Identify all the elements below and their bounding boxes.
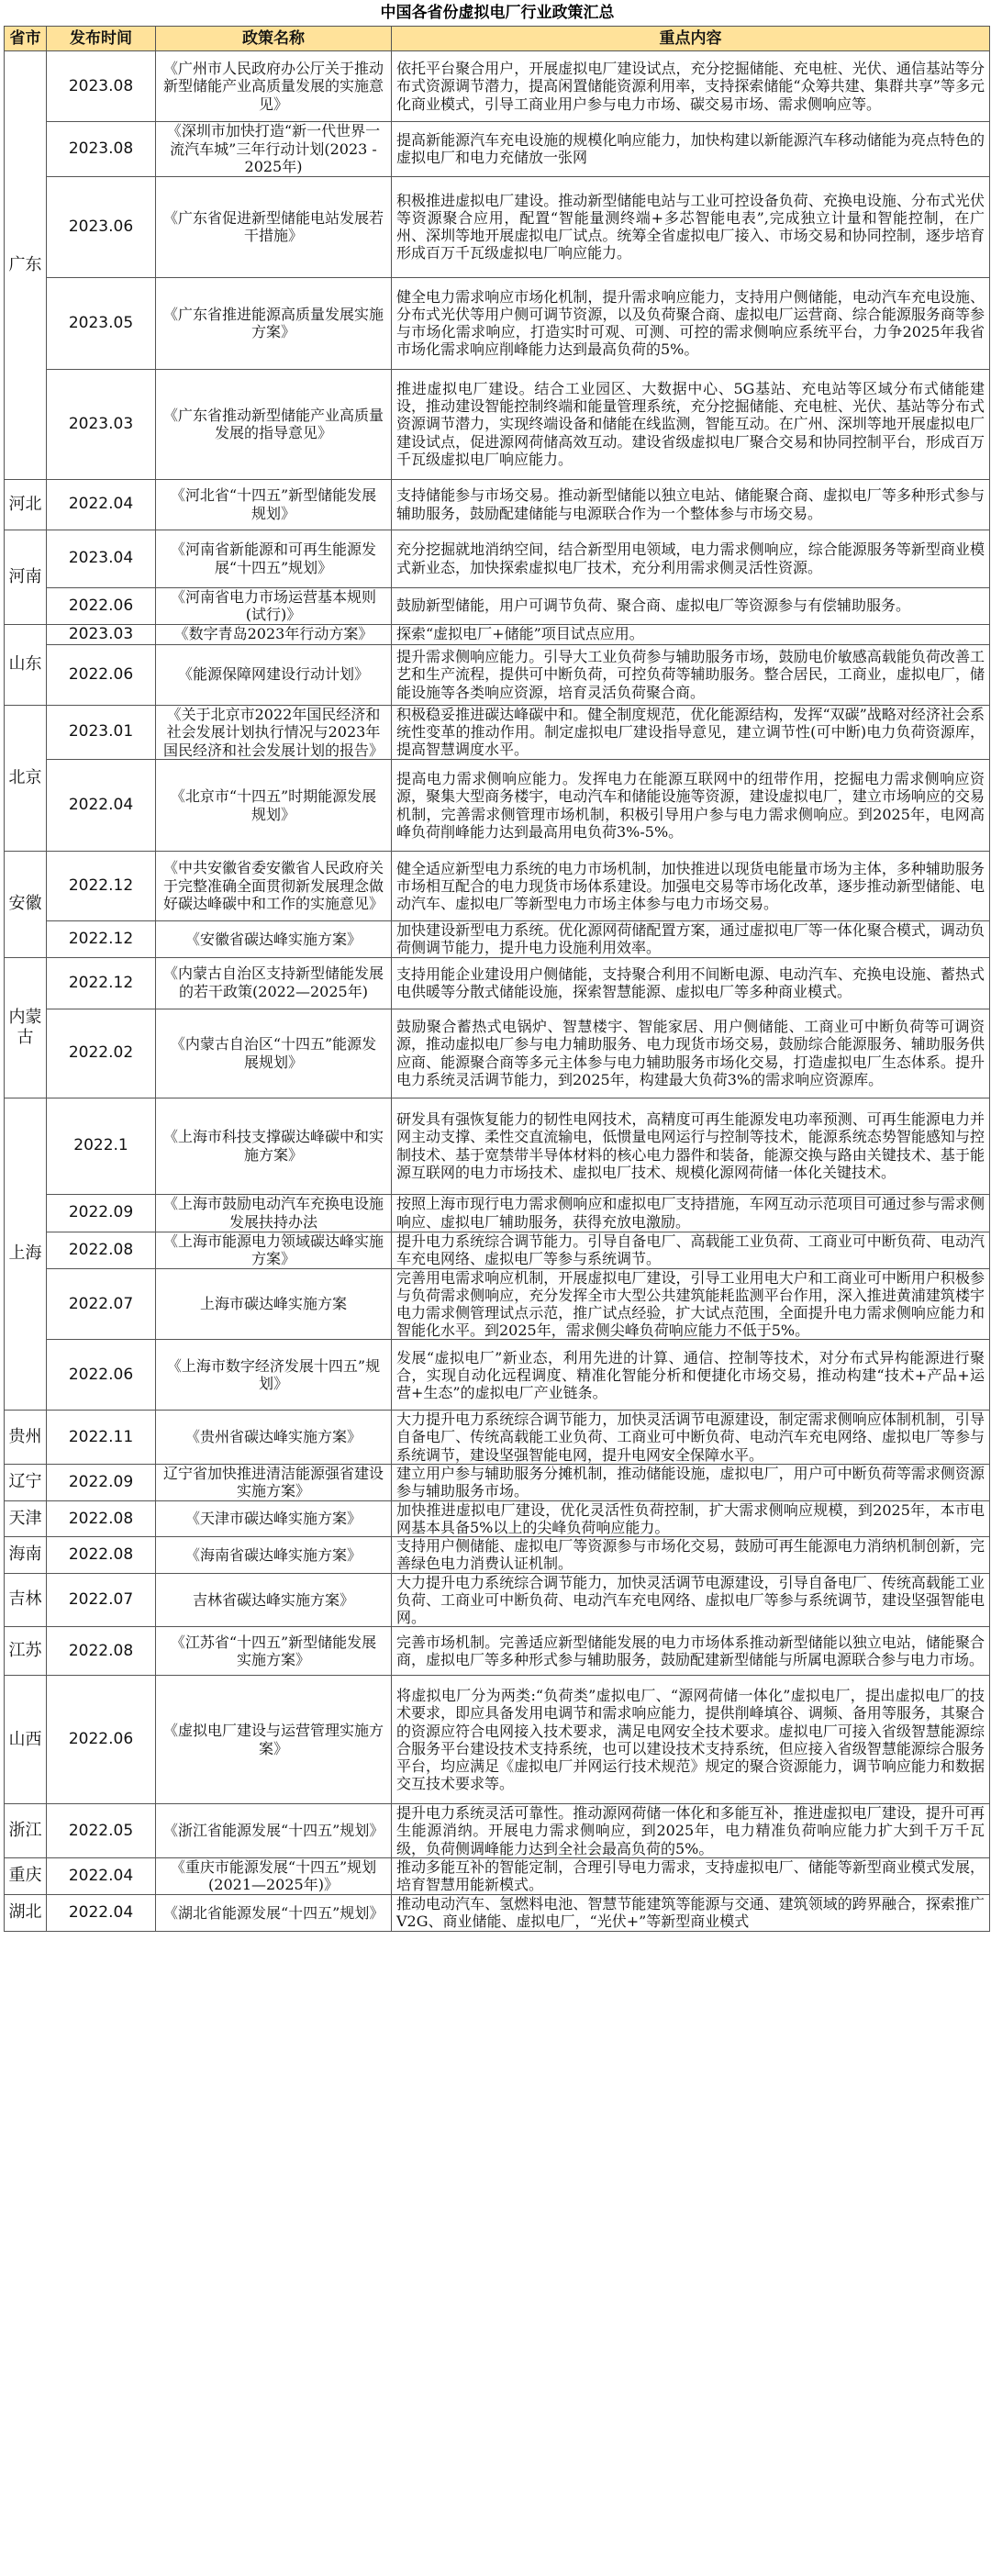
province-cell: 贵州 [5,1411,47,1465]
content-cell: 加快建设新型电力系统。优化源网荷储配置方案，通过虚拟电厂等一体化聚合模式，调动负荷侧调节能力，提升电力设施利用效率。 [392,921,990,957]
header-name: 政策名称 [156,27,392,51]
table-row [5,957,990,1009]
date-cell: 2022.04 [47,1857,156,1894]
content-cell: 完善市场机制。完善适应新型储能发展的电力市场体系推动新型储能以独立电站，储能聚合商，虚拟电厂等多种形式参与辅助服务，鼓励配建新型储能与所属电源联合参与电力市场。 [392,1627,990,1676]
province-cell: 天津 [5,1500,47,1536]
table-row [5,479,990,530]
policy-name-cell: 《河北省“十四五”新型储能发展规划》 [156,479,392,530]
content-cell: 按照上海市现行电力需求侧响应和虚拟电厂支持措施，车网互动示范项目可通过参与需求侧响应、虚拟电厂辅助服务，获得充放电激励。 [392,1194,990,1232]
table-row [5,369,990,479]
date-cell: 2022.04 [47,479,156,530]
date-cell: 2022.11 [47,1411,156,1465]
content-cell: 提高电力需求侧响应能力。发挥电力在能源互联网中的纽带作用，挖掘电力需求侧响应资源，聚集大型商务楼宇，电动汽车和储能设施等资源，建设虚拟电厂，建立市场响应的交易机制，完善需求侧管理市场机制，积极引导用户参与电力需求侧响应。到2025年，电网高峰负荷削峰能力达到最高用电负荷3%-5%。 [392,760,990,852]
table-row [5,1232,990,1268]
date-cell: 2022.12 [47,921,156,957]
province-cell: 辽宁 [5,1464,47,1500]
province-cell: 上海 [5,1098,47,1411]
date-cell: 2022.08 [47,1627,156,1676]
content-cell: 积极推进虚拟电厂建设。推动新型储能电站与工业可控设备负荷、充换电设施、分布式光伏等资源聚合应用，配置“智能量测终端+多芯智能电表”,完成独立计量和智能控制，在广州、深圳等地开展虚拟电厂试点。统筹全省虚拟电厂接入、市场交易和协同控制，逐步培育形成百万千瓦级虚拟电厂响应能力。 [392,176,990,277]
date-cell: 2023.04 [47,530,156,587]
table-row [5,1537,990,1573]
table-row [5,1194,990,1232]
content-cell: 大力提升电力系统综合调节能力，加快灵活调节电源建设，制定需求侧响应体制机制，引导自备电厂、传统高载能工业负荷、工商业可中断负荷、电动汽车充电网络、虚拟电厂等参与系统调节，建设坚强智能电网，提升电网安全保障水平。 [392,1411,990,1465]
date-cell: 2022.04 [47,1894,156,1931]
policy-name-cell: 吉林省碳达峰实施方案》 [156,1573,392,1627]
province-cell: 海南 [5,1537,47,1573]
content-cell: 推动多能互补的智能定制，合理引导电力需求，支持虚拟电厂、储能等新型商业模式发展，培育智慧用能新模式。 [392,1857,990,1894]
policy-name-cell: 《广州市人民政府办公厅关于推动新型储能产业高质量发展的实施意见》 [156,51,392,122]
content-cell: 大力提升电力系统综合调节能力，加快灵活调节电源建设，引导自备电厂、传统高载能工业负荷、工商业可中断负荷、电动汽车充电网络、虚拟电厂等参与系统调节，建设坚强智能电网。 [392,1573,990,1627]
table-row [5,624,990,644]
policy-name-cell: 《浙江省能源发展“十四五”规划》 [156,1804,392,1858]
table-row [5,1464,990,1500]
table-title: 中国各省份虚拟电厂行业政策汇总 [380,4,615,22]
policy-name-cell: 《广东省促进新型储能电站发展若干措施》 [156,176,392,277]
content-cell: 支持用能企业建设用户侧储能，支持聚合利用不间断电源、电动汽车、充换电设施、蓄热式电供暖等分散式储能设施，探索智慧能源、虚拟电厂等多种商业模式。 [392,957,990,1009]
date-cell: 2022.04 [47,760,156,852]
content-cell: 健全电力需求响应市场化机制，提升需求响应能力，支持用户侧储能，电动汽车充电设施、分布式光伏等用户侧可调节资源，以及负荷聚合商、虚拟电厂运营商、综合能源服务商等参与市场化需求响应，打造实时可观、可测、可控的需求侧响应系统平台，力争2025年我省市场化需求响应削峰能力达到最高负荷的5%。 [392,277,990,369]
table-row [5,122,990,177]
policy-name-cell: 《内蒙古自治区支持新型储能发展的若干政策(2022—2025年) [156,957,392,1009]
policy-name-cell: 《广东省推进能源高质量发展实施方案》 [156,277,392,369]
province-cell: 湖北 [5,1894,47,1931]
content-cell: 鼓励聚合蓄热式电锅炉、智慧楼宇、智能家居、用户侧储能、工商业可中断负荷等可调资源，推动虚拟电厂参与电力辅助服务、电力现货市场交易，鼓励综合能源服务、辅助服务供应商、能源聚合商等多元主体参与电力辅助服务市场化交易，打造虚拟电厂生态体系。提升电力系统灵活调节能力，到2025年，构建最大负荷3%的需求响应资源库。 [392,1009,990,1098]
province-cell: 河南 [5,530,47,624]
date-cell: 2022.07 [47,1268,156,1340]
table-body [5,51,990,1932]
content-cell: 鼓励新型储能，用户可调节负荷、聚合商、虚拟电厂等资源参与有偿辅助服务。 [392,587,990,624]
date-cell: 2022.06 [47,644,156,705]
table-row [5,1340,990,1411]
policy-name-cell: 《上海市能源电力领域碳达峰实施方案》 [156,1232,392,1268]
table-row [5,1411,990,1465]
policy-name-cell: 《中共安徽省委安徽省人民政府关于完整准确全面贯彻新发展理念做好碳达峰碳中和工作的实施意见》 [156,852,392,921]
policy-name-cell: 《上海市数字经济发展十四五”规划》 [156,1340,392,1411]
content-cell: 充分挖掘就地消纳空间，结合新型用电领域，电力需求侧响应，综合能源服务等新型商业模式新业态，加快探索虚拟电厂技术，充分利用需求侧灵活性资源。 [392,530,990,587]
table-row [5,1676,990,1804]
table-row [5,277,990,369]
content-cell: 研发具有强恢复能力的韧性电网技术，高精度可再生能源发电功率预测、可再生能源电力并网主动支撑、柔性交直流输电，低惯量电网运行与控制等技术，能源系统态势智能感知与控制技术、基于宽禁带半导体材料的核心电力器件和装备，能源交换与路由关键技术、基于能源互联网的电力市场技术、虚拟电厂技术、规模化源网荷储一体化关键技术。 [392,1098,990,1194]
date-cell: 2023.08 [47,122,156,177]
content-cell: 健全适应新型电力系统的电力市场机制，加快推进以现货电能量市场为主体，多种辅助服务市场相互配合的电力现货市场体系建设。加强电交易等市场化改革，逐步推动新型储能、电动汽车、虚拟电厂等新型电力市场主体参与电力市场交易。 [392,852,990,921]
header-province: 省市 [5,27,47,51]
table-row [5,1500,990,1536]
table-row [5,921,990,957]
date-cell: 2022.09 [47,1194,156,1232]
province-cell: 江苏 [5,1627,47,1676]
table-row [5,530,990,587]
content-cell: 提升需求侧响应能力。引导大工业负荷参与辅助服务市场，鼓励电价敏感高载能负荷改善工艺和生产流程，提供可中断负荷，可控负荷等辅助服务。整合居民，工商业，虚拟电厂，储能设施等各类响应资源，培育灵活负荷聚合商。 [392,644,990,705]
content-cell: 完善用电需求响应机制，开展虚拟电厂建设，引导工业用电大户和工商业可中断用户积极参与负荷需求侧响应，充分发挥全市大型公共建筑能耗监测平台作用，深入推进黄浦建筑楼宇电力需求侧管理试点示范，推广试点经验，扩大试点范围，全面提升电力需求侧响应能力和智能化水平。到2025年，需求侧尖峰负荷响应能力不低于5%。 [392,1268,990,1340]
province-cell: 广东 [5,51,47,480]
content-cell: 依托平台聚合用户，开展虚拟电厂建设试点，充分挖掘储能、充电桩、光伏、通信基站等分布式资源调节潜力，提高闲置储能资源利用率，支持探索储能“众筹共建、集群共享”等多元化商业模式，引导工商业用户参与电力市场、碳交易市场、需求侧响应等。 [392,51,990,122]
content-cell: 发展“虚拟电厂”新业态，利用先进的计算、通信、控制等技术，对分布式异构能源进行聚合，实现自动化远程调度、精准化智能分析和便捷化市场交易，推动构建“技术+产品+运营+生态”的虚拟电厂产业链条。 [392,1340,990,1411]
policy-table [4,26,990,1932]
date-cell: 2023.03 [47,624,156,644]
policy-name-cell: 《河南省新能源和可再生能源发展“十四五”规划》 [156,530,392,587]
policy-name-cell: 《关于北京市2022年国民经济和社会发展计划执行情况与2023年国民经济和社会发展计划的报告》 [156,705,392,760]
table-row [5,51,990,122]
date-cell: 2022.08 [47,1537,156,1573]
province-cell: 吉林 [5,1573,47,1627]
date-cell: 2022.06 [47,1676,156,1804]
policy-name-cell: 《重庆市能源发展“十四五”规划(2021—2025年)》 [156,1857,392,1894]
table-row [5,1627,990,1676]
policy-name-cell: 《上海市科技支撑碳达峰碳中和实施方案》 [156,1098,392,1194]
date-cell: 2022.12 [47,957,156,1009]
province-cell: 内蒙古 [5,957,47,1098]
content-cell: 支持储能参与市场交易。推动新型储能以独立电站、储能聚合商、虚拟电厂等多种形式参与辅助服务，鼓励配建储能与电源联合作为一个整体参与市场交易。 [392,479,990,530]
date-cell: 2023.08 [47,51,156,122]
content-cell: 积极稳妥推进碳达峰碳中和。健全制度规范，优化能源结构，发挥“双碳”战略对经济社会系统性变革的推动作用。制定虚拟电厂建设指导意见，建立调节性(可中断)电力负荷资源库，提高智慧调度水平。 [392,705,990,760]
policy-name-cell: 《上海市鼓励电动汽车充换电设施发展扶持办法 [156,1194,392,1232]
policy-name-cell: 《数字青岛2023年行动方案》 [156,624,392,644]
content-cell: 将虚拟电厂分为两类:“负荷类”虚拟电厂、“源网荷储一体化”虚拟电厂，提出虚拟电厂的技术要求，即应具备发用电调节和需求响应能力，提供削峰填谷、调频、备用等服务，其聚合的资源应符合电网接入技术要求，满足电网安全技术要求。虚拟电厂可接入省级智慧能源综合服务平台建设技术支持系统，也可以建设技术支持系统，但应接入省级智慧能源综合服务平台，均应满足《虚拟电厂并网运行技术规范》规定的聚合资源能力，调节响应能力和数据交互技术要求等。 [392,1676,990,1804]
header-row [5,27,990,51]
policy-name-cell: 《贵州省碳达峰实施方案》 [156,1411,392,1465]
policy-name-cell: 《虚拟电厂建设与运营管理实施方案》 [156,1676,392,1804]
table-row [5,644,990,705]
policy-name-cell: 《江苏省“十四五”新型储能发展实施方案》 [156,1627,392,1676]
date-cell: 2022.05 [47,1804,156,1858]
province-cell: 安徽 [5,852,47,957]
policy-name-cell: 《海南省碳达峰实施方案》 [156,1537,392,1573]
date-cell: 2022.1 [47,1098,156,1194]
province-cell: 北京 [5,705,47,852]
table-row [5,1857,990,1894]
date-cell: 2023.03 [47,369,156,479]
header-content: 重点内容 [392,27,990,51]
date-cell: 2022.12 [47,852,156,921]
date-cell: 2022.08 [47,1232,156,1268]
content-cell: 建立用户参与辅助服务分摊机制，推动储能设施，虚拟电厂，用户可中断负荷等需求侧资源参与辅助服务市场。 [392,1464,990,1500]
table-row [5,760,990,852]
table-row [5,1804,990,1858]
content-cell: 探索“虚拟电厂+储能”项目试点应用。 [392,624,990,644]
policy-name-cell: 《湖北省能源发展“十四五”规划》 [156,1894,392,1931]
content-cell: 推进虚拟电厂建设。结合工业园区、大数据中心、5G基站、充电站等区域分布式储能建设，推动建设智能控制终端和能量管理系统，充分挖掘储能、充电桩、光伏、基站等分布式资源调节潜力，实现终端设备和储能在线监测，智能互动。在广州、深圳等地开展虚拟电厂建设试点，促进源网荷储高效互动。建设省级虚拟电厂聚合交易和协同控制平台，形成百万千瓦级虚拟电厂响应能力。 [392,369,990,479]
policy-name-cell: 《广东省推动新型储能产业高质量发展的指导意见》 [156,369,392,479]
date-cell: 2022.07 [47,1573,156,1627]
table-row [5,1268,990,1340]
policy-name-cell: 《内蒙古自治区“十四五”能源发展规划》 [156,1009,392,1098]
province-cell: 河北 [5,479,47,530]
content-cell: 加快推进虚拟电厂建设，优化灵活性负荷控制，扩大需求侧响应规模，到2025年，本市电网基本具备5%以上的尖峰负荷响应能力。 [392,1500,990,1536]
date-cell: 2022.09 [47,1464,156,1500]
date-cell: 2023.06 [47,176,156,277]
province-cell: 山西 [5,1676,47,1804]
date-cell: 2022.06 [47,1340,156,1411]
content-cell: 提升电力系统灵活可靠性。推动源网荷储一体化和多能互补，推进虚拟电厂建设，提升可再生能源消纳。开展电力需求侧响应，到2025年，电力精准负荷响应能力扩大到千万千瓦级，负荷侧调峰能力达到全社会最高负荷的5%。 [392,1804,990,1858]
table-row [5,705,990,760]
table-row [5,1098,990,1194]
policy-name-cell: 上海市碳达峰实施方案 [156,1268,392,1340]
date-cell: 2023.05 [47,277,156,369]
table-row [5,1894,990,1931]
content-cell: 推动电动汽车、氢燃料电池、智慧节能建筑等能源与交通、建筑领域的跨界融合，探索推广V2G、商业储能、虚拟电厂，“光伏+”等新型商业模式 [392,1894,990,1931]
table-row [5,1009,990,1098]
table-row [5,852,990,921]
date-cell: 2022.06 [47,587,156,624]
date-cell: 2023.01 [47,705,156,760]
policy-name-cell: 辽宁省加快推进清洁能源强省建设实施方案》 [156,1464,392,1500]
province-cell: 重庆 [5,1857,47,1894]
province-cell: 浙江 [5,1804,47,1858]
header-date: 发布时间 [47,27,156,51]
date-cell: 2022.02 [47,1009,156,1098]
policy-name-cell: 《北京市“十四五”时期能源发展规划》 [156,760,392,852]
policy-name-cell: 《天津市碳达峰实施方案》 [156,1500,392,1536]
content-cell: 支持用户侧储能、虚拟电厂等资源参与市场化交易，鼓励可再生能源电力消纳机制创新，完善绿色电力消费认证机制。 [392,1537,990,1573]
policy-name-cell: 《安徽省碳达峰实施方案》 [156,921,392,957]
policy-name-cell: 《河南省电力市场运营基本规则(试行)》 [156,587,392,624]
policy-name-cell: 《深圳市加快打造“新一代世界一流汽车城”三年行动计划(2023 - 2025年) [156,122,392,177]
table-row [5,176,990,277]
content-cell: 提升电力系统综合调节能力。引导自备电厂、高载能工业负荷、工商业可中断负荷、电动汽车充电网络、虚拟电厂等参与系统调节。 [392,1232,990,1268]
date-cell: 2022.08 [47,1500,156,1536]
table-row [5,1573,990,1627]
policy-name-cell: 《能源保障网建设行动计划》 [156,644,392,705]
province-cell: 山东 [5,624,47,705]
table-row [5,587,990,624]
content-cell: 提高新能源汽车充电设施的规模化响应能力，加快构建以新能源汽车移动储能为亮点特色的虚拟电厂和电力充储放一张网 [392,122,990,177]
